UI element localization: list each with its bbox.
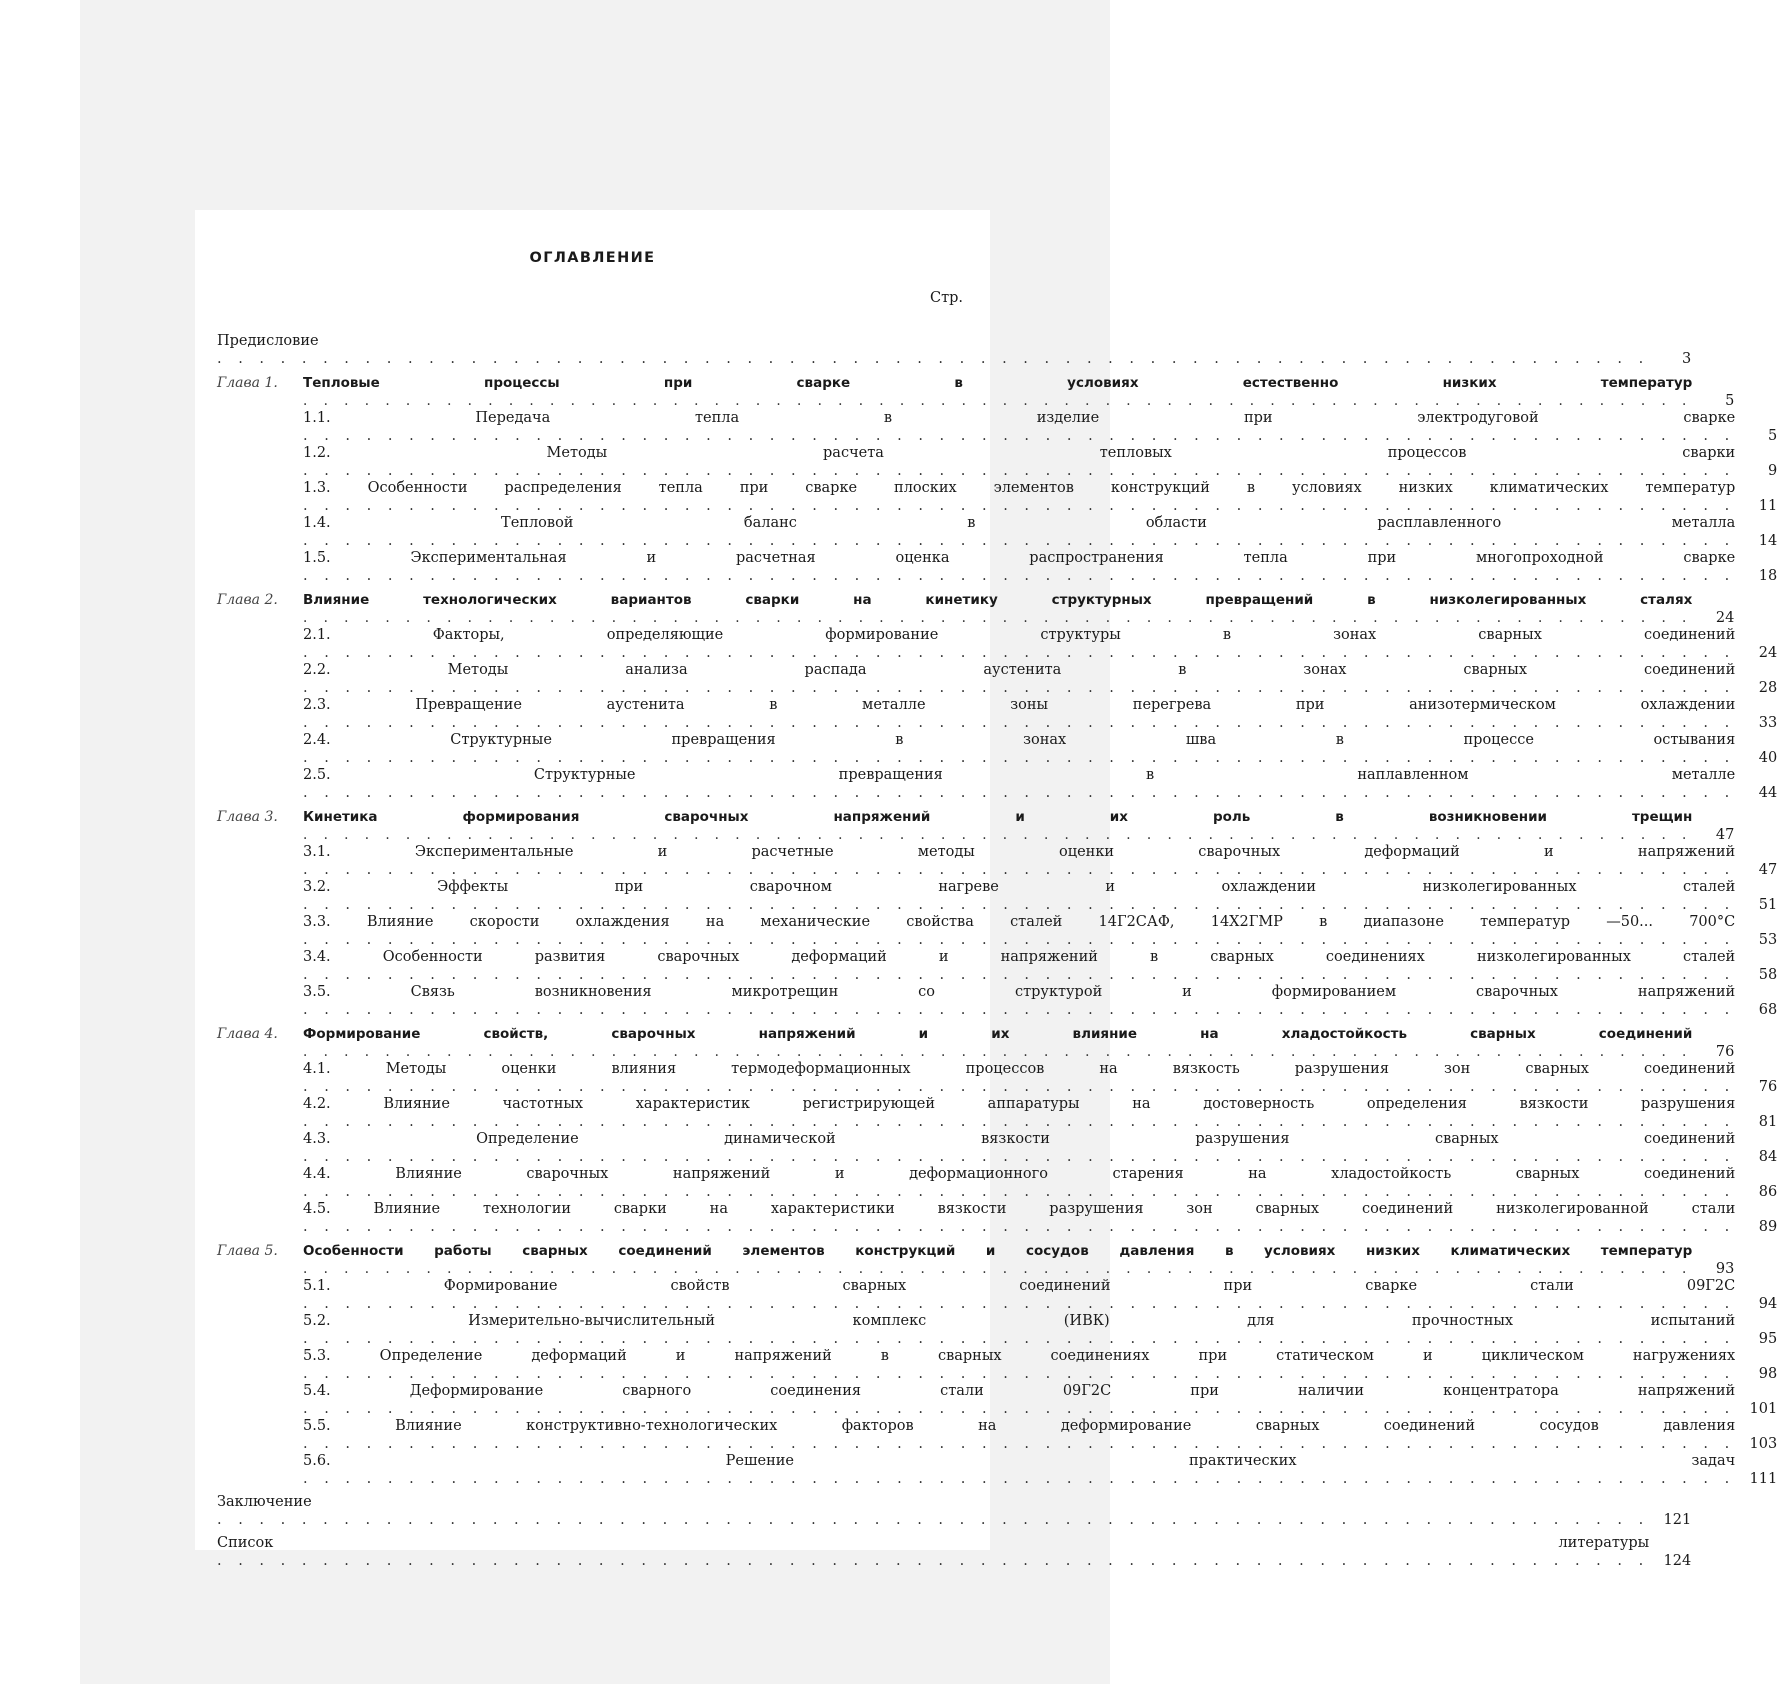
entry-title: 2.5. Структурные превращения в наплавленном металле (303, 767, 1736, 783)
entry-title: Кинетика формирования сварочных напряжений и их роль в возникновении трещин (303, 809, 1693, 825)
chapter-prefix: Глава 2. (217, 592, 278, 608)
toc-section-entry (217, 1278, 1777, 1313)
toc-section-entry (217, 662, 1777, 697)
page-number: 5 (1725, 392, 1735, 409)
page-number: 53 (1758, 931, 1777, 948)
page-number: 58 (1758, 966, 1777, 983)
toc-entry (217, 333, 1692, 368)
page-number: 44 (1758, 784, 1777, 801)
dot-leader (303, 1002, 1735, 1018)
dot-leader (217, 1512, 1649, 1528)
toc-chapter-entry (217, 592, 1735, 627)
page-number: 95 (1758, 1330, 1777, 1347)
page-number: 28 (1758, 679, 1777, 696)
dot-leader (303, 568, 1735, 584)
dot-leader (303, 1261, 1692, 1277)
page-number: 101 (1749, 1400, 1777, 1417)
toc-entry (217, 1535, 1692, 1570)
entry-title: 2.3. Превращение аустенита в металле зоны перегрева при анизотермическом охлаждении (303, 697, 1736, 713)
toc-section-entry (217, 1166, 1777, 1201)
page-number: 18 (1758, 567, 1777, 584)
toc-section-entry (217, 1313, 1777, 1348)
toc-section-entry (217, 1061, 1777, 1096)
entry-title: 2.1. Факторы, определяющие формирование структуры в зонах сварных соединений (303, 627, 1736, 643)
entry-title: 4.4. Влияние сварочных напряжений и деформационного старения на хладостойкость сварных соединений (303, 1166, 1736, 1182)
toc-section-entry (217, 445, 1777, 480)
toc-section-entry (217, 1096, 1777, 1131)
entry-title: Особенности работы сварных соединений элементов конструкций и сосудов давления в условиях низких климатических температур (303, 1243, 1693, 1259)
dot-leader (303, 645, 1735, 661)
page-number: 84 (1758, 1148, 1777, 1165)
page-number: 47 (1758, 861, 1777, 878)
toc-section-entry (217, 697, 1777, 732)
page-column-header: Стр. (929, 290, 963, 306)
dot-leader (303, 1079, 1735, 1095)
toc-chapter-entry (217, 1026, 1735, 1061)
entry-title: 1.4. Тепловой баланс в области расплавленного металла (303, 515, 1736, 531)
entry-title: Формирование свойств, сварочных напряжений и их влияние на хладостойкость сварных соединений (303, 1026, 1693, 1042)
dot-leader (303, 827, 1692, 843)
toc-chapter-entry (217, 1243, 1735, 1278)
page-number: 89 (1758, 1218, 1777, 1235)
entry-title: 1.5. Экспериментальная и расчетная оценка распространения тепла при многопроходной сварке (303, 550, 1736, 566)
toc-section-entry (217, 515, 1777, 550)
entry-title: Заключение (217, 1494, 312, 1510)
dot-leader (303, 1471, 1735, 1487)
toc-section-entry (217, 984, 1777, 1019)
entry-title: Тепловые процессы при сварке в условиях естественно низких температур (303, 375, 1693, 391)
dot-leader (303, 1366, 1735, 1382)
dot-leader (303, 967, 1735, 983)
toc-section-entry (217, 844, 1777, 879)
page-number: 9 (1768, 462, 1777, 479)
toc-chapter-entry (217, 375, 1735, 410)
entry-title: 5.4. Деформирование сварного соединения стали 09Г2С при наличии концентратора напряжений (303, 1383, 1736, 1399)
dot-leader (303, 862, 1735, 878)
dot-leader (303, 393, 1692, 409)
dot-leader (303, 897, 1735, 913)
entry-title: 5.1. Формирование свойств сварных соединений при сварке стали 09Г2С (303, 1278, 1736, 1294)
dot-leader (303, 1184, 1735, 1200)
entry-title: 3.1. Экспериментальные и расчетные методы оценки сварочных деформаций и напряжений (303, 844, 1736, 860)
toc-entry (217, 1494, 1692, 1529)
page-number: 103 (1749, 1435, 1777, 1452)
entry-title: 2.4. Структурные превращения в зонах шва в процессе остывания (303, 732, 1736, 748)
dot-leader (303, 1044, 1692, 1060)
dot-leader (303, 610, 1692, 626)
toc-section-entry (217, 949, 1777, 984)
entry-title: 5.3. Определение деформаций и напряжений в сварных соединениях при статическом и циклическом нагружениях (303, 1348, 1736, 1364)
page-number: 24 (1758, 644, 1777, 661)
toc-section-entry (217, 914, 1777, 949)
page-number: 86 (1758, 1183, 1777, 1200)
page-title: ОГЛАВЛЕНИЕ (529, 250, 656, 266)
dot-leader (303, 533, 1735, 549)
chapter-prefix: Глава 1. (217, 375, 278, 391)
toc-section-entry (217, 1201, 1777, 1236)
dot-leader (303, 1219, 1735, 1235)
toc-section-entry (217, 1418, 1777, 1453)
dot-leader (303, 680, 1735, 696)
page-number: 51 (1758, 896, 1777, 913)
page-number: 14 (1758, 532, 1777, 549)
dot-leader (217, 1553, 1649, 1569)
dot-leader (303, 1401, 1735, 1417)
page-number: 76 (1715, 1043, 1735, 1060)
table-of-contents (217, 327, 1777, 1570)
toc-section-entry (217, 480, 1777, 515)
chapter-prefix: Глава 4. (217, 1026, 278, 1042)
toc-chapter-entry (217, 809, 1735, 844)
entry-title: Влияние технологических вариантов сварки на кинетику структурных превращений в низколегированных сталях (303, 592, 1693, 608)
page-number: 33 (1758, 714, 1777, 731)
page-number: 11 (1758, 497, 1777, 514)
entry-title: 5.5. Влияние конструктивно-технологических факторов на деформирование сварных соединений сосудов давления (303, 1418, 1736, 1434)
entry-title: 1.2. Методы расчета тепловых процессов сварки (303, 445, 1736, 461)
toc-section-entry (217, 732, 1777, 767)
entry-title: 2.2. Методы анализа распада аустенита в зонах сварных соединений (303, 662, 1736, 678)
dot-leader (303, 715, 1735, 731)
chapter-prefix: Глава 5. (217, 1243, 278, 1259)
entry-title: 1.1. Передача тепла в изделие при электродуговой сварке (303, 410, 1736, 426)
entry-title: Список литературы (217, 1535, 1650, 1551)
dot-leader (303, 932, 1735, 948)
page-number: 76 (1758, 1078, 1777, 1095)
page-number: 93 (1715, 1260, 1735, 1277)
toc-section-entry (217, 879, 1777, 914)
page-number: 111 (1749, 1470, 1777, 1487)
entry-title: 4.3. Определение динамической вязкости разрушения сварных соединений (303, 1131, 1736, 1147)
entry-title: 4.2. Влияние частотных характеристик регистрирующей аппаратуры на достоверность определения вязкости разрушения (303, 1096, 1736, 1112)
dot-leader (303, 498, 1735, 514)
entry-title: 3.4. Особенности развития сварочных деформаций и напряжений в сварных соединениях низколегированных сталей (303, 949, 1736, 965)
page-number: 3 (1682, 350, 1692, 367)
dot-leader (303, 428, 1735, 444)
entry-title: 4.5. Влияние технологии сварки на характеристики вязкости разрушения зон сварных соединений низколегированной стали (303, 1201, 1736, 1217)
page-number: 40 (1758, 749, 1777, 766)
entry-title: 3.5. Связь возникновения микротрещин со структурой и формированием сварочных напряжений (303, 984, 1736, 1000)
page-number: 5 (1768, 427, 1777, 444)
entry-title: 1.3. Особенности распределения тепла при сварке плоских элементов конструкций в условиях низких климатических температур (303, 480, 1736, 496)
dot-leader (303, 1331, 1735, 1347)
entry-title: 3.2. Эффекты при сварочном нагреве и охлаждении низколегированных сталей (303, 879, 1736, 895)
entry-title: Предисловие (217, 333, 319, 349)
dot-leader (303, 1149, 1735, 1165)
page-number: 121 (1663, 1511, 1692, 1528)
toc-section-entry (217, 1131, 1777, 1166)
dot-leader (303, 1296, 1735, 1312)
page-number: 68 (1758, 1001, 1777, 1018)
toc-section-entry (217, 627, 1777, 662)
dot-leader (303, 785, 1735, 801)
dot-leader (303, 1436, 1735, 1452)
entry-title: 5.2. Измерительно-вычислительный комплекс (ИВК) для прочностных испытаний (303, 1313, 1736, 1329)
page-number: 24 (1715, 609, 1735, 626)
toc-section-entry (217, 767, 1777, 802)
page-number: 47 (1715, 826, 1735, 843)
dot-leader (303, 1114, 1735, 1130)
toc-section-entry (217, 1453, 1777, 1488)
dot-leader (303, 463, 1735, 479)
toc-section-entry (217, 1348, 1777, 1383)
dot-leader (217, 351, 1649, 367)
toc-section-entry (217, 550, 1777, 585)
toc-section-entry (217, 1383, 1777, 1418)
page-number: 124 (1663, 1552, 1692, 1569)
toc-section-entry (217, 410, 1777, 445)
document-page (195, 210, 1777, 1569)
entry-title: 5.6. Решение практических задач (303, 1453, 1736, 1469)
entry-title: 3.3. Влияние скорости охлаждения на механические свойства сталей 14Г2САФ, 14Х2ГМР в диапазоне температур —50... 700°С (303, 914, 1736, 930)
entry-title: 4.1. Методы оценки влияния термодеформационных процессов на вязкость разрушения зон сварных соединений (303, 1061, 1736, 1077)
page-number: 98 (1758, 1365, 1777, 1382)
page-number: 81 (1758, 1113, 1777, 1130)
chapter-prefix: Глава 3. (217, 809, 278, 825)
page-number: 94 (1758, 1295, 1777, 1312)
dot-leader (303, 750, 1735, 766)
